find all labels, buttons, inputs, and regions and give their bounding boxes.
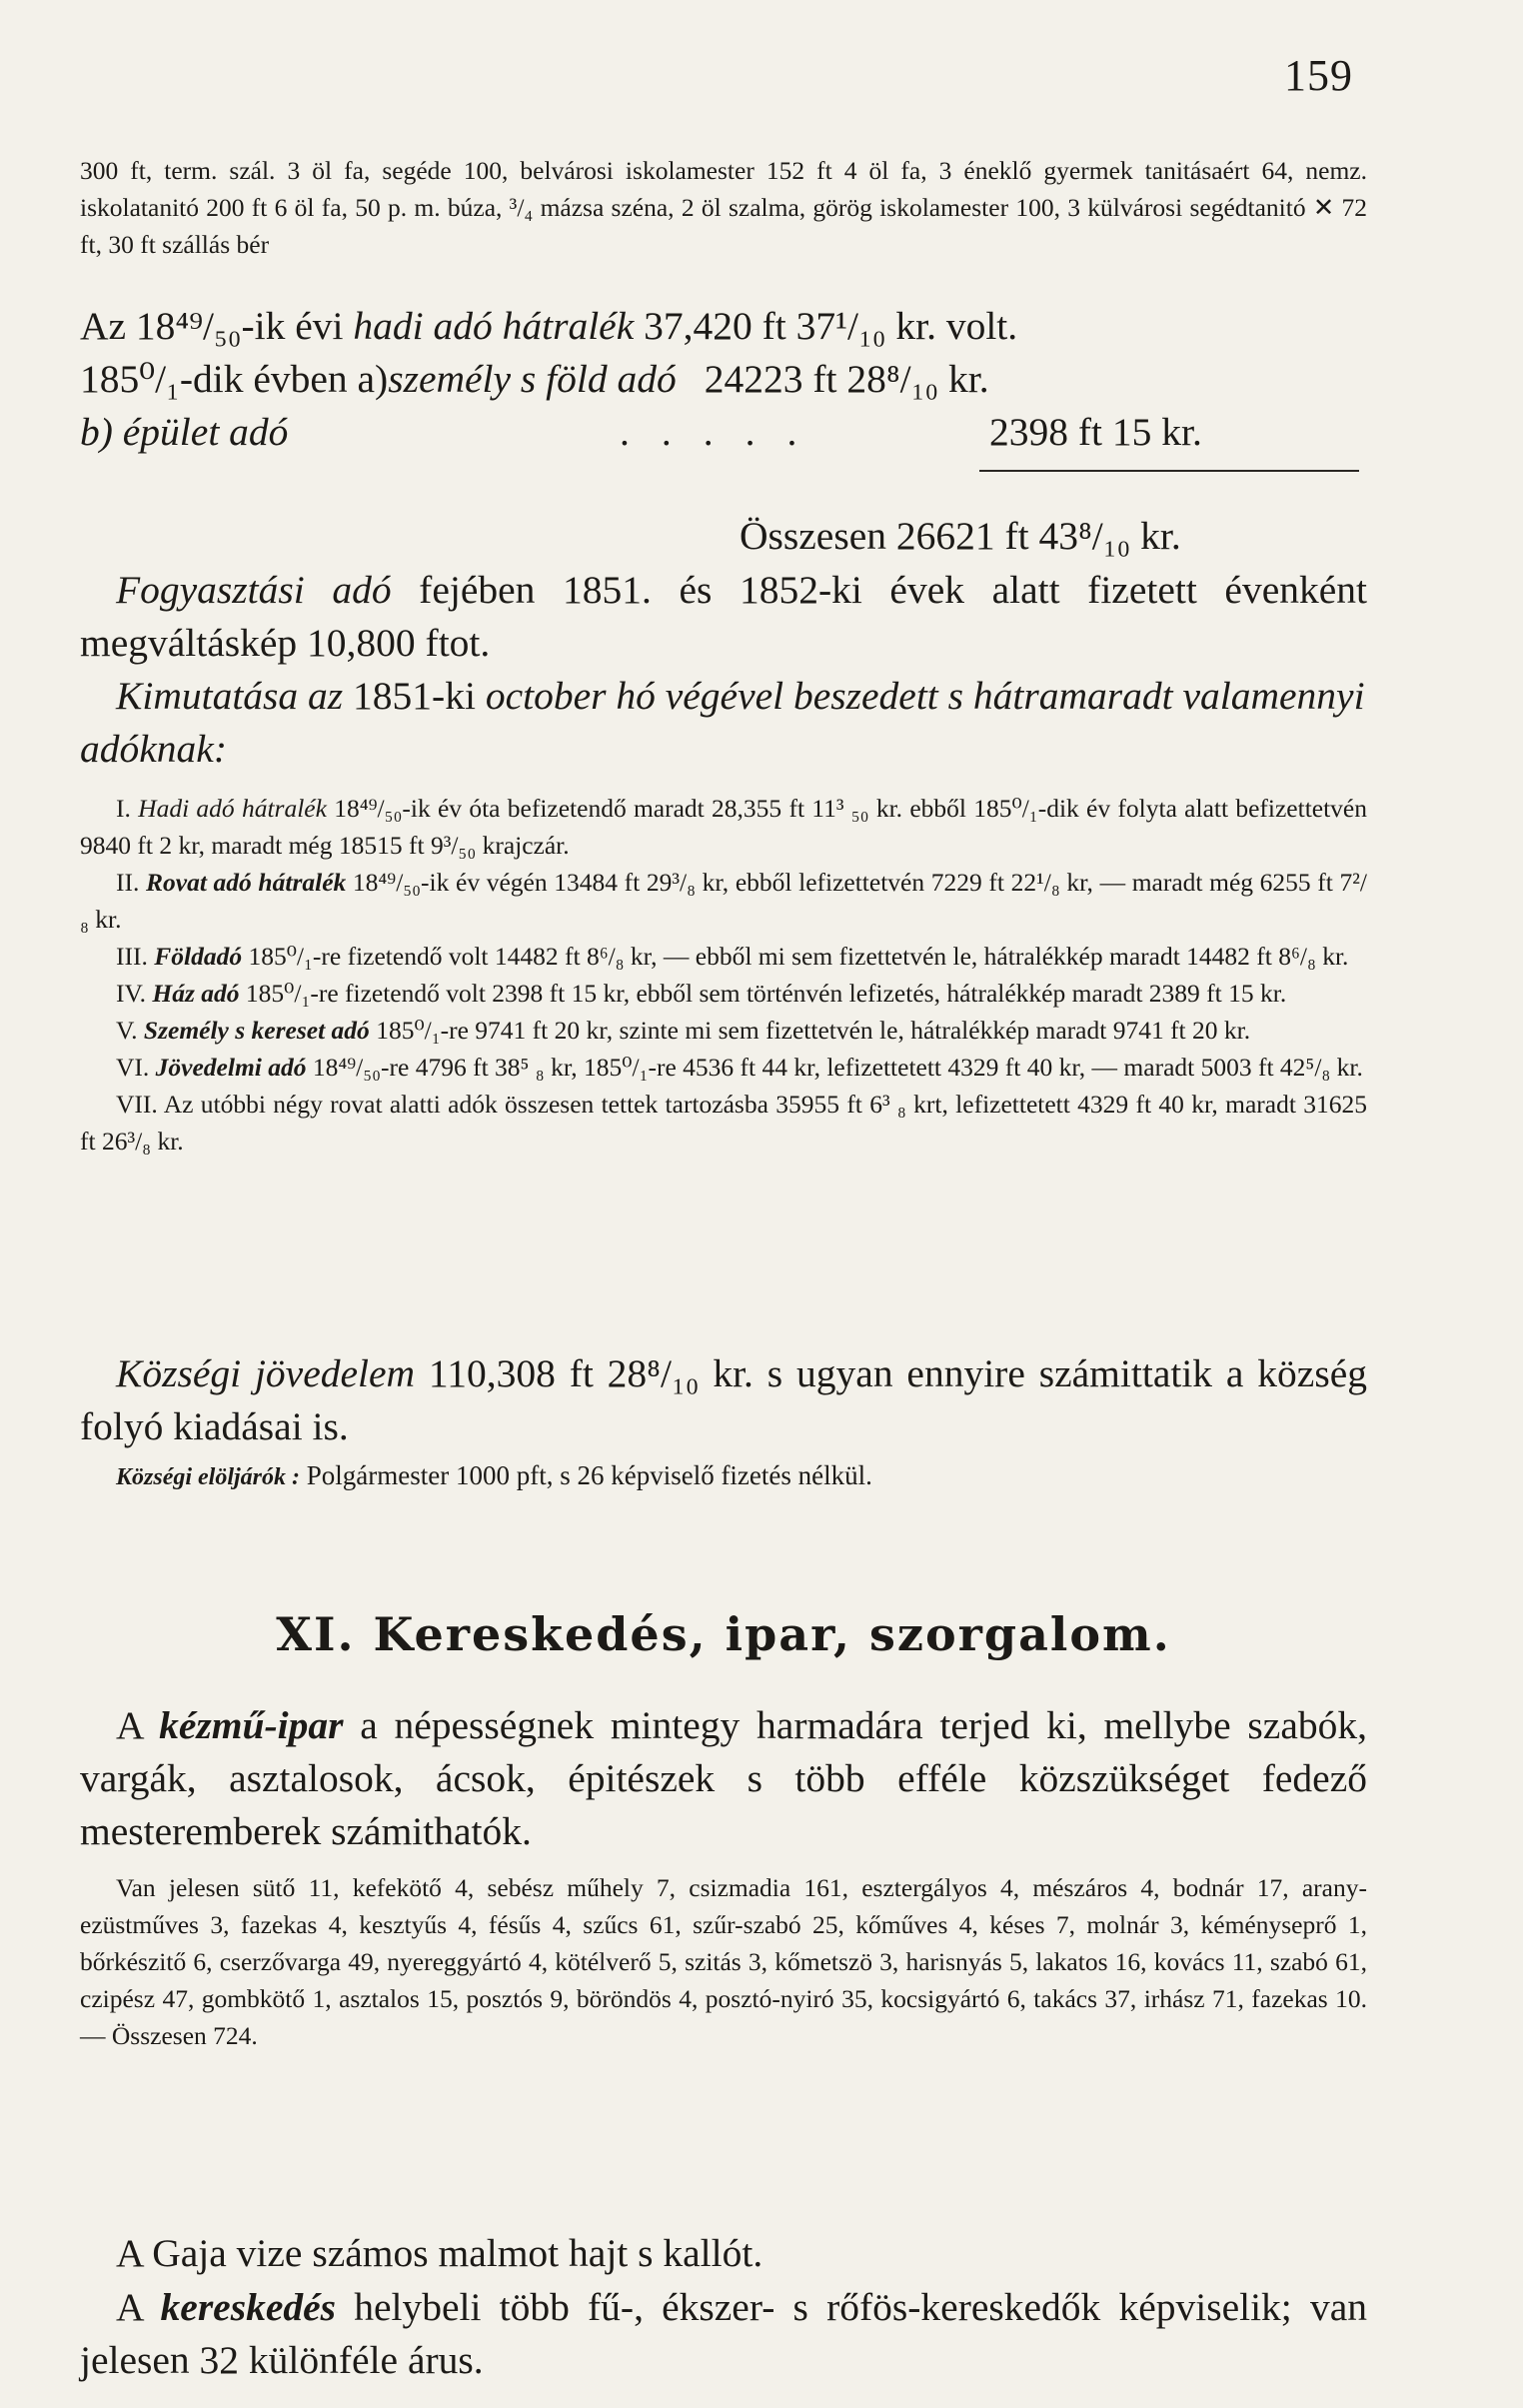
paragraph-consumption-tax: Fogyasztási adó fejében 1851. és 1852-ki évek alatt fizetett évenként megváltáskép 10,800 ftot. bbox=[80, 568, 1367, 665]
tax-item: III. Földadó 185⁰/₁-re fizetendő volt 14482 ft 8⁶/₈ kr, — ebből mi sem fizettetvén le, hátralékkép maradt 14482 ft 8⁶/₈ kr. bbox=[116, 942, 1349, 971]
paragraph-municipal-income: Községi jövedelem 110,308 ft 28⁸/₁₀ kr. s ugyan ennyire számittatik a község folyó kiadásai is. bbox=[80, 1351, 1367, 1448]
paragraph-mills: A Gaja vize számos malmot hajt s kallót. bbox=[116, 2231, 763, 2275]
page-number: 159 bbox=[1284, 51, 1353, 100]
tax-total: Összesen 26621 ft 43⁸/₁₀ kr. bbox=[740, 514, 1181, 558]
tax-line-war-tax: Az 18⁴⁹/₅₀-ik évi hadi adó hátralék 37,420 ft 37¹/₁₀ kr. volt. bbox=[80, 304, 1018, 348]
paragraph-commerce: A kereskedés helybeli több fű-, ékszer- s rőfös-kereskedők képviselik; van jelesen 32 különféle árus. bbox=[80, 2285, 1367, 2382]
section-heading: XI. Kereskedés, ipar, szorgalom. bbox=[276, 1607, 1171, 1661]
tax-item: VII. Az utóbbi négy rovat alatti adók összesen tettek tartozásba 35955 ft 6³ ₈ krt, lefizettetett 4329 ft 40 kr, maradt 31625 ft 26³/₈ kr. bbox=[80, 1090, 1368, 1156]
sum-rule bbox=[979, 470, 1359, 472]
paragraph-officials: Községi elöljárók : Polgármester 1000 pft, s 26 képviselő fizetés nélkül. bbox=[116, 1460, 872, 1490]
tax-item: VI. Jövedelmi adó 18⁴⁹/₅₀-re 4796 ft 38⁵ ₈ kr, 185⁰/₁-re 4536 ft 44 kr, lefizettetett 4329 ft 40 kr, — maradt 5003 ft 42⁵/₈ kr. bbox=[116, 1053, 1363, 1082]
tax-summary bbox=[80, 300, 1367, 459]
tax-item: II. Rovat adó hátralék 18⁴⁹/₅₀-ik év végén 13484 ft 29³/₈ kr, ebből lefizettetvén 7229 ft 22¹/₈ kr, — maradt még 6255 ft 7²/₈ kr. bbox=[80, 868, 1367, 934]
tax-item: V. Személy s kereset adó 185⁰/₁-re 9741 ft 20 kr, szinte mi sem fizettetvén le, hátralékkép maradt 9741 ft 20 kr. bbox=[116, 1016, 1251, 1045]
tax-item: I. Hadi adó hátralék 18⁴⁹/₅₀-ik év óta befizetendő maradt 28,355 ft 11³ ₅₀ kr. ebből 185⁰/₁-dik év folyta alatt befizettetvén 9840 ft 2 kr, maradt még 18515 ft 9³/₅₀ krajczár. bbox=[80, 794, 1367, 860]
tax-line-building: b) épület adó ..... 2398 ft 15 kr. bbox=[80, 410, 1202, 454]
tax-line-personal-land: 185⁰/₁-dik évben a) személy s föld adó 24223 ft 28⁸/₁₀ kr. bbox=[80, 357, 989, 401]
tax-items-list bbox=[80, 790, 1367, 1160]
paragraph-school-salaries: 300 ft, term. szál. 3 öl fa, segéde 100, belvárosi iskolamester 152 ft 4 öl fa, 3 éneklő gyermek tanitásaért 64, nemz. iskolatanitó 200 ft 6 öl fa, 50 p. m. búza, ³/₄ mázsa széna, 2 öl szalma, görög iskolamester 100, 3 külvárosi segédtanitó ✕ 72 ft, 30 ft szállás bér bbox=[80, 156, 1367, 259]
tax-item: IV. Ház adó 185⁰/₁-re fizetendő volt 2398 ft 15 kr, ebből sem történvén lefizetés, hátralékkép maradt 2389 ft 15 kr. bbox=[116, 979, 1287, 1008]
paragraph-craft-list: Van jelesen sütő 11, kefekötő 4, sebész műhely 7, csizmadia 161, esztergályos 4, mészáros 4, bodnár 17, arany-ezüstműves 3, fazekas 4, kesztyűs 4, fésűs 4, szűcs 61, szűr-szabó 25, kőműves 4, késes 7, molnár 3, kéményseprő 1, bőrkészitő 6, cserzővarga 49, nyereggyártó 4, kötélverő 5, szitás 3, kőmetszö 3, harisnyás 5, lakatos 16, kovács 11, szabó 61, czipész 47, gombkötő 1, asztalos 15, posztós 9, böröndös 4, posztó-nyiró 35, kocsigyártó 6, takács 37, irhász 71, fazekas 10. — Összesen 724. bbox=[80, 1873, 1367, 2050]
paragraph-crafts: A kézmű-ipar a népességnek mintegy harmadára terjed ki, mellybe szabók, vargák, asztalosok, ácsok, épitészek s több efféle közszükséget fedező mesteremberek számithatók. bbox=[80, 1703, 1367, 1853]
statement-heading: Kimutatása az 1851-ki october hó végével beszedett s hátramaradt valamennyi adóknak: bbox=[80, 674, 1365, 771]
